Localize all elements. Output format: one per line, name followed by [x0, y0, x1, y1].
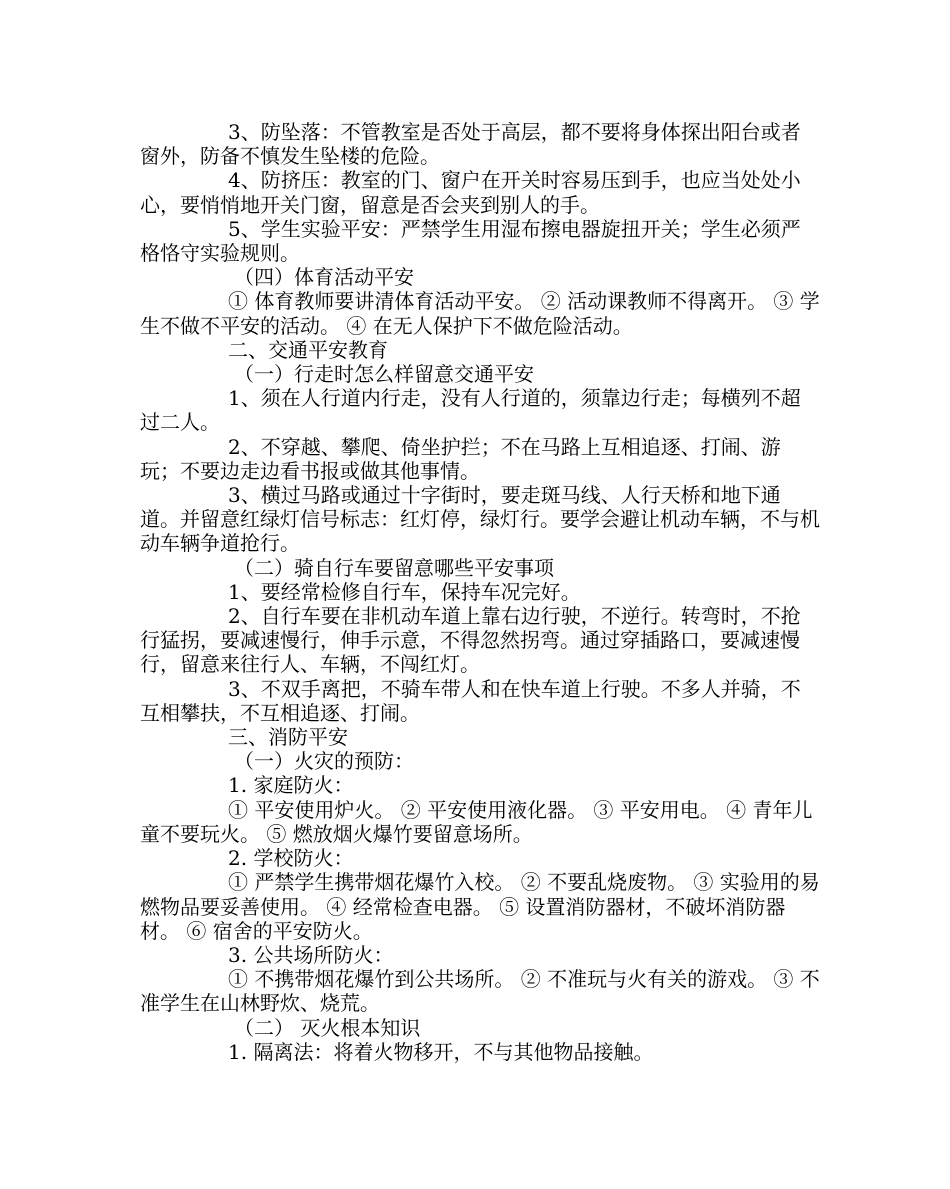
- heading-school-fire: 2. 学校防火：: [228, 846, 354, 871]
- paragraph-bicycle-2: 2、自行车要在非机动车道上靠右边行驶，不逆行。转弯时，不抢行猛拐，要减速慢行，伸手示意，不得忽然拐弯。通过穿插路口，要减速慢行，留意来往行人、车辆，不闯红灯。: [140, 604, 801, 677]
- document-body: [140, 120, 820, 1064]
- heading-home-fire: 1. 家庭防火：: [228, 773, 354, 798]
- paragraph-pinch-prevention: 4、防挤压：教室的门、窗户在开关时容易压到手，也应当处处小心，要悄悄地开关门窗，留意是否会夹到别人的手。: [140, 168, 801, 217]
- paragraph-bicycle-3: 3、不双手离把，不骑车带人和在快车道上行驶。不多人并骑，不互相攀扶，不互相追逐、打闹。: [140, 676, 801, 725]
- heading-public-fire: 3. 公共场所防火：: [228, 942, 394, 967]
- paragraph-walking-2: 2、不穿越、攀爬、倚坐护拦；不在马路上互相追逐、打闹、游玩；不要边走边看书报或做其他事情。: [140, 434, 781, 483]
- paragraph-public-fire-rules: ① 不携带烟花爆竹到公共场所。 ② 不准玩与火有关的游戏。 ③ 不准学生在山林野炊、烧荒。: [140, 967, 820, 1016]
- paragraph-lab-safety: 5、学生实验平安：严禁学生用湿布擦电器旋扭开关；学生必须严格恪守实验规则。: [140, 216, 801, 266]
- paragraph-home-fire-rules: ① 平安使用炉火。 ② 平安使用液化器。 ③ 平安用电。 ④ 青年儿童不要玩火。 ⑤ 燃放烟火爆竹要留意场所。: [140, 797, 813, 846]
- paragraph-walking-1: 1、须在人行道内行走，没有人行道的，须靠边行走；每横列不超过二人。: [140, 386, 801, 435]
- paragraph-walking-3: 3、横过马路或通过十字街时，要走斑马线、人行天桥和地下通道。并留意红绿灯信号标志：红灯停，绿灯行。要学会避让机动车辆，不与机动车辆争道抢行。: [140, 483, 820, 556]
- heading-traffic-safety: 二、交通平安教育: [228, 337, 388, 362]
- paragraph-school-fire-rules: ① 严禁学生携带烟花爆竹入校。 ② 不要乱烧废物。 ③ 实验用的易燃物品要妥善使用。 ④ 经常检查电器。 ⑤ 设置消防器材，不破坏消防器材。 ⑥ 宿舍的平安防火。: [140, 870, 820, 943]
- paragraph-sports-rules: ① 体育教师要讲清体育活动平安。 ② 活动课教师不得离开。 ③ 学生不做不平安的活动。 ④ 在无人保护下不做危险活动。: [140, 289, 820, 338]
- heading-sports-safety: （四）体育活动平安: [234, 265, 414, 290]
- heading-walking-safety: （一）行走时怎么样留意交通平安: [234, 362, 534, 387]
- heading-fire-safety: 三、消防平安: [228, 725, 348, 750]
- paragraph-bicycle-1: 1、要经常检修自行车，保持车况完好。: [228, 579, 581, 604]
- paragraph-fall-prevention: 3、防坠落：不管教室是否处于高层，都不要将身体探出阳台或者窗外，防备不慎发生坠楼的危险。: [140, 120, 801, 169]
- heading-fire-prevention: （一）火灾的预防：: [234, 749, 414, 774]
- heading-bicycle-safety: （二）骑自行车要留意哪些平安事项: [234, 555, 554, 580]
- paragraph-isolation-method: 1. 隔离法：将着火物移开，不与其他物品接触。: [228, 1039, 654, 1064]
- heading-firefighting-basics: （二） 灭火根本知识: [234, 1015, 421, 1040]
